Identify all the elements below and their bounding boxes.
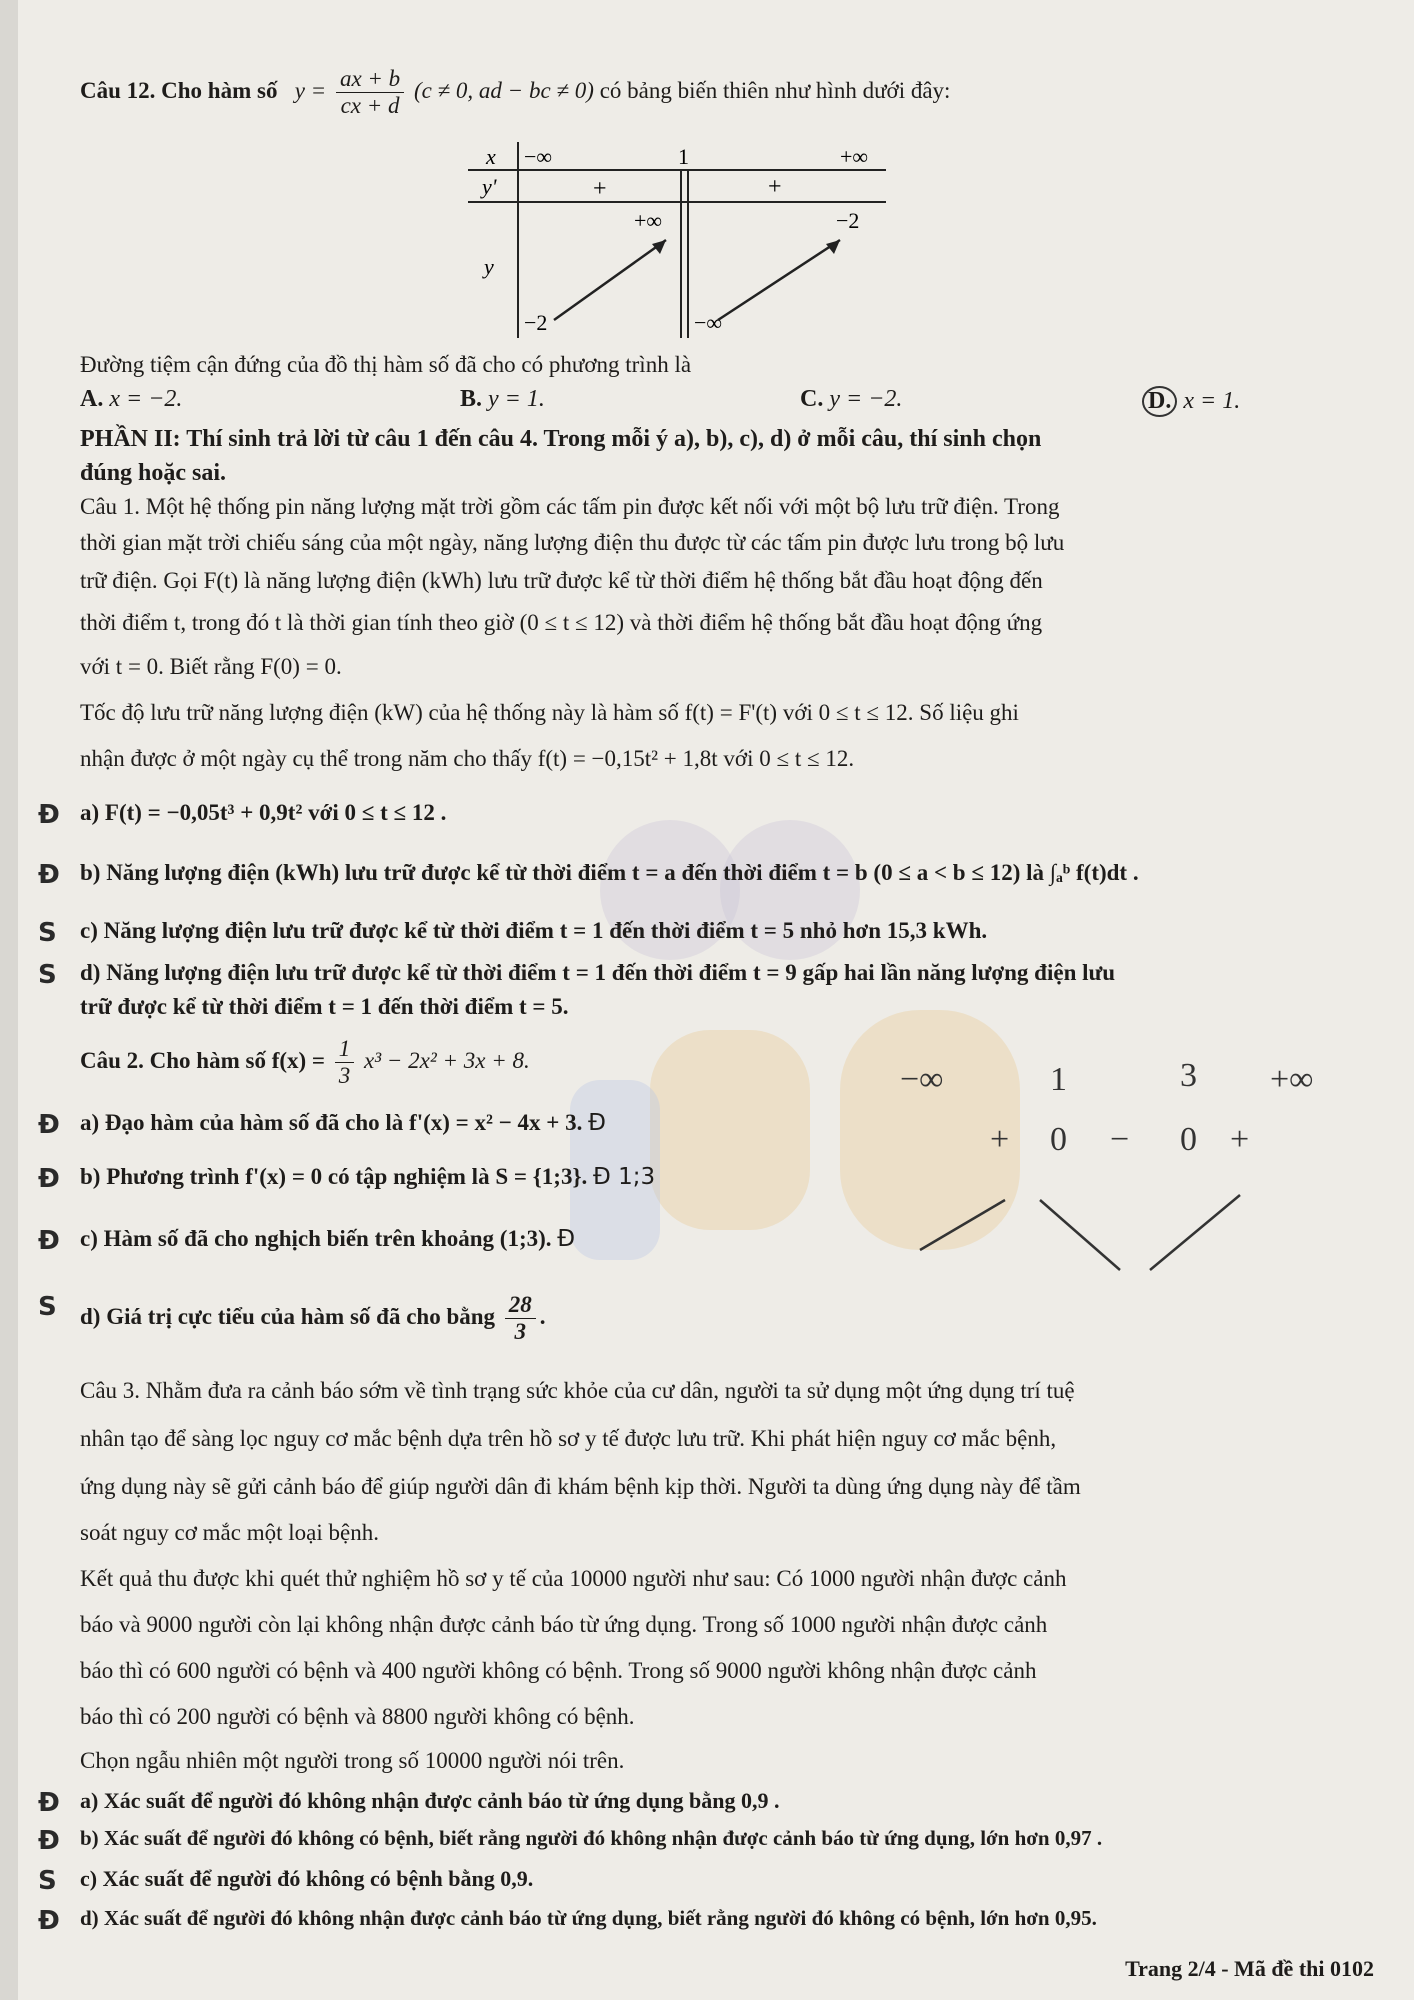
q3-line5: Kết quả thu được khi quét thử nghiệm hồ sơ y tế của 10000 người như sau: Có 1000 người nhận được cảnh [80, 1566, 1067, 1591]
q12-stem: Câu 12. Cho hàm số y = $\frac{ax + b}{cx + d}$ (c ≠ 0, ad − bc ≠ 0) có bảng biến thiên như hình dưới đây: [80, 66, 951, 118]
q1-item-c: S c) Năng lượng điện lưu trữ được kể từ thời điểm t = 1 đến thời điểm t = 5 nhỏ hơn 15,3 kWh. [38, 918, 988, 948]
q3-item-b: Đ b) Xác suất để người đó không có bệnh, biết rằng người đó không nhận được cảnh báo từ ứng dụng, lớn hơn 0,97 . [38, 1826, 1103, 1856]
page-footer: Trang 2/4 - Mã đề thi 0102 [1125, 1956, 1374, 1981]
hand-sign-2: 0 [1050, 1121, 1067, 1158]
q3-mark-d: Đ [38, 1906, 60, 1936]
table-x-one: 1 [678, 144, 689, 169]
part2-heading: PHẦN II: Thí sinh trả lời từ câu 1 đến câu 4. Trong mỗi ý a), b), c), d) ở mỗi câu, thí sinh chọn [80, 426, 1042, 452]
hand-sign-1: + [990, 1121, 1010, 1158]
table-x-label: x [486, 144, 496, 169]
q1-line2: thời gian mặt trời chiếu sáng của một ngày, năng lượng điện thu được từ các tấm pin được lưu trong bộ lưu [80, 530, 1065, 555]
q1-line4: thời điểm t, trong đó t là thời gian tính theo giờ (0 ≤ t ≤ 12) và thời điểm hệ thống bắt đầu hoạt động ứng [80, 610, 1043, 635]
arrow-increase-right [718, 240, 840, 320]
table-x-neg-inf: −∞ [524, 144, 553, 169]
q1-mark-c: S [38, 918, 57, 948]
table-y-left-top: +∞ [634, 208, 663, 233]
q2-item-d: S d) Giá trị cực tiểu của hàm số đã cho bằng $\frac{28}{3}$ . [38, 1292, 546, 1344]
table-x-pos-inf: +∞ [840, 144, 869, 169]
hand-x-3: 3 [1180, 1057, 1197, 1094]
table-yprime-label: y' [482, 174, 497, 199]
table-sign-right: + [768, 174, 782, 200]
q3-line4: soát nguy cơ mắc một loại bệnh. [80, 1520, 379, 1545]
q12-question: Đường tiệm cận đứng của đồ thị hàm số đã cho có phương trình là [80, 352, 692, 377]
q1-mark-d: S [38, 960, 57, 990]
hand-x-pos-inf: +∞ [1270, 1061, 1314, 1098]
q3-line7: báo thì có 600 người có bệnh và 400 người không có bệnh. Trong số 9000 người không nhận được cảnh [80, 1658, 1037, 1683]
q3-line6: báo và 9000 người còn lại không nhận được cảnh báo từ ứng dụng. Trong số 1000 người nhận được cảnh [80, 1612, 1048, 1637]
hand-x-1: 1 [1050, 1061, 1067, 1098]
q3-line2: nhân tạo để sàng lọc nguy cơ mắc bệnh dựa trên hồ sơ y tế được lưu trữ. Khi phát hiện nguy cơ mắc bệnh, [80, 1426, 1057, 1451]
q1-line1: Câu 1. Một hệ thống pin năng lượng mặt trời gồm các tấm pin được kết nối với một bộ lưu trữ điện. Trong [80, 494, 1060, 519]
q1-item-d: S d) Năng lượng điện lưu trữ được kể từ thời điểm t = 1 đến thời điểm t = 9 gấp hai lần năng lượng điện lưu [38, 960, 1116, 990]
q3-line8: báo thì có 200 người có bệnh và 8800 người không có bệnh. [80, 1704, 635, 1729]
q2-mark-b: Đ [38, 1164, 60, 1194]
q1-line5: với t = 0. Biết rằng F(0) = 0. [80, 654, 342, 679]
hand-x-neg-inf: −∞ [900, 1061, 944, 1098]
q2-item-c: Đ c) Hàm số đã cho nghịch biến trên khoảng (1;3). Đ [38, 1226, 576, 1256]
q3-item-c: S c) Xác suất để người đó không có bệnh bằng 0,9. [38, 1866, 534, 1896]
q12-fraction: $\frac{ax + b}{cx + d}$ [336, 66, 404, 119]
part2-heading-cont: đúng hoặc sai. [80, 460, 227, 486]
arrow-increase-left [554, 240, 666, 320]
q12-option-a[interactable]: A. x = −2. [80, 386, 183, 412]
hand-sign-3: − [1110, 1121, 1130, 1158]
q1-mark-a: Đ [38, 800, 60, 830]
selected-answer-circle: D. [1142, 386, 1177, 417]
q2-stem: Câu 2. Cho hàm số f(x) = $\frac{1}{3}$ x³ − 2x² + 3x + 8. [80, 1036, 530, 1088]
table-y-right-top: −2 [836, 208, 860, 233]
q12-option-c[interactable]: C. y = −2. [800, 386, 903, 412]
q3-item-d: Đ d) Xác suất để người đó không nhận được cảnh báo từ ứng dụng, biết rằng người đó không có bệnh, lớn hơn 0,95. [38, 1906, 1097, 1936]
q1-line7: nhận được ở một ngày cụ thể trong năm cho thấy f(t) = −0,15t² + 1,8t với 0 ≤ t ≤ 12. [80, 746, 855, 771]
hand-sign-4: 0 [1180, 1121, 1197, 1158]
q2-mark-a: Đ [38, 1110, 60, 1140]
variation-table [468, 142, 888, 342]
q1-item-b: Đ b) Năng lượng điện (kWh) lưu trữ được kể từ thời điểm t = a đến thời điểm t = b (0 ≤ a < b ≤ 12) là ∫ₐᵇ f(t)dt . [38, 860, 1139, 890]
q1-line6: Tốc độ lưu trữ năng lượng điện (kW) của hệ thống này là hàm số f(t) = F'(t) với 0 ≤ t ≤ 12. Số liệu ghi [80, 700, 1019, 725]
q2-item-b: Đ b) Phương trình f'(x) = 0 có tập nghiệm là S = {1;3}. Đ 1;3 [38, 1164, 656, 1194]
q3-mark-a: Đ [38, 1788, 60, 1818]
q3-mark-c: S [38, 1866, 57, 1896]
q3-item-a: Đ a) Xác suất để người đó không nhận được cảnh báo từ ứng dụng bằng 0,9 . [38, 1788, 780, 1818]
q2-mark-d: S [38, 1292, 57, 1322]
q3-line3: ứng dụng này sẽ gửi cảnh báo để giúp người dân đi khám bệnh kịp thời. Người ta dùng ứng dụng này để tầm [80, 1474, 1081, 1499]
q1-item-d-cont: trữ được kể từ thời điểm t = 1 đến thời điểm t = 5. [80, 994, 569, 1019]
handwritten-sign-chart [900, 1050, 1340, 1300]
q3-line1: Câu 3. Nhằm đưa ra cảnh báo sớm về tình trạng sức khỏe của cư dân, người ta sử dụng một ứng dụng trí tuệ [80, 1378, 1075, 1403]
q12-option-d[interactable]: D. x = 1. [1142, 386, 1240, 417]
q2-mark-c: Đ [38, 1226, 60, 1256]
table-y-label: y [484, 254, 494, 279]
q1-mark-b: Đ [38, 860, 60, 890]
table-y-left-bottom: −2 [524, 310, 548, 335]
q3-mark-b: Đ [38, 1826, 60, 1856]
table-sign-left: + [593, 176, 607, 202]
q2-item-a: Đ a) Đạo hàm của hàm số đã cho là f'(x) = x² − 4x + 3. Đ [38, 1110, 606, 1140]
q3-line9: Chọn ngẫu nhiên một người trong số 10000 người nói trên. [80, 1748, 625, 1773]
hand-sign-5: + [1230, 1121, 1250, 1158]
q1-line3: trữ điện. Gọi F(t) là năng lượng điện (kWh) lưu trữ được kể từ thời điểm hệ thống bắt đầu hoạt động đến [80, 568, 1043, 593]
table-y-right-bottom: −∞ [694, 310, 723, 335]
q1-item-a: Đ a) F(t) = −0,05t³ + 0,9t² với 0 ≤ t ≤ 12 . [38, 800, 447, 830]
q12-option-b[interactable]: B. y = 1. [460, 386, 545, 412]
